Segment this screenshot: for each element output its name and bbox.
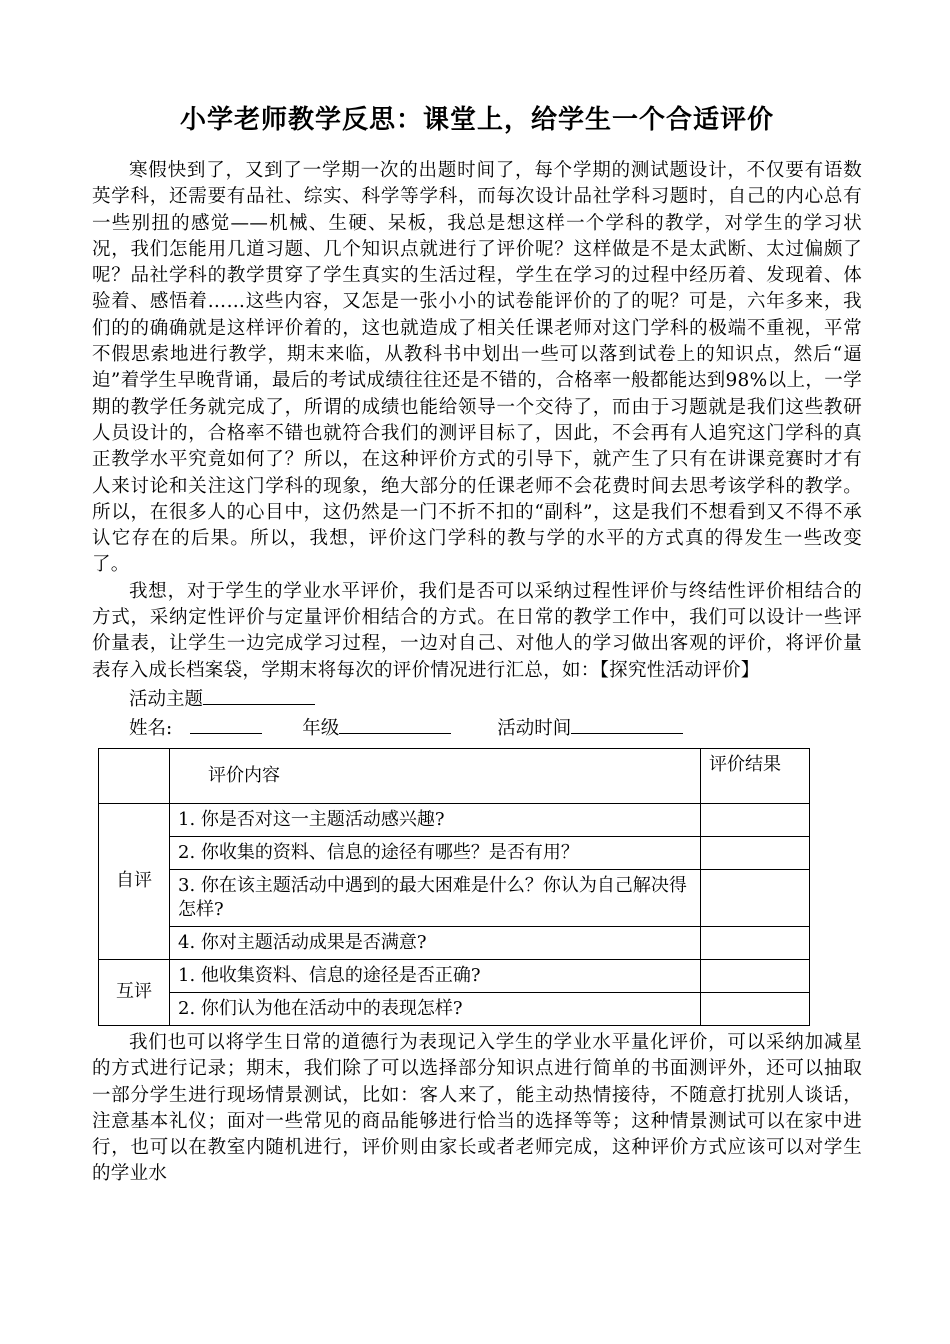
topic-label: 活动主题: [129, 688, 204, 710]
paragraph-3: 我们也可以将学生日常的道德行为表现记入学生的学业水平量化评价，可以采纳加减星的方式进行记录；期末，我们除了可以选择部分知识点进行简单的书面测评外，还可以抽取一部分学生进行现场情景测试，比如：客人来了，能主动热情接待，不随意打扰别人谈话，注意基本礼仪；面对一些常见的商品能够进行恰当的选择等等；这种情景测试可以在家中进行，也可以在教室内随机进行，评价则由家长或者老师完成，这种评价方式应该可以对学生的学业水: [92, 1031, 862, 1185]
document-page: [92, 100, 862, 1188]
result-cell: [701, 926, 810, 959]
header-result: 评价结果: [701, 748, 810, 803]
table-row: [99, 926, 810, 959]
topic-line: [92, 684, 862, 713]
self-item-3: 3. 你在该主题活动中遇到的最大困难是什么？你认为自己解决得怎样?: [170, 869, 701, 926]
time-label: 活动时间: [497, 717, 572, 739]
paragraph-2: 我想，对于学生的学业水平评价，我们是否可以采纳过程性评价与终结性评价相结合的方式，采纳定性评价与定量评价相结合的方式。在日常的教学工作中，我们可以设计一些评价量表，让学生一边完成学习过程，一边对自己、对他人的学习做出客观的评价，将评价量表存入成长档案袋，学期末将每次的评价情况进行汇总，如：【探究性活动评价】: [92, 580, 862, 681]
grade-blank: [339, 713, 451, 734]
time-blank: [571, 713, 683, 734]
evaluation-table: [98, 748, 810, 1026]
result-cell: [701, 959, 810, 992]
self-item-2: 2. 你收集的资料、信息的途径有哪些？是否有用？: [170, 836, 701, 869]
grade-label: 年级: [302, 717, 340, 739]
header-empty-cell: [99, 748, 170, 803]
self-item-4: 4. 你对主题活动成果是否满意?: [170, 926, 701, 959]
peer-item-2: 2. 你们认为他在活动中的表现怎样?: [170, 992, 701, 1025]
topic-blank: [203, 684, 315, 705]
name-blank: [190, 713, 262, 734]
peer-item-1: 1. 他收集资料、信息的途径是否正确?: [170, 959, 701, 992]
name-label: 姓名:: [129, 717, 173, 739]
self-eval-label: 自评: [99, 803, 170, 959]
self-item-1: 1. 你是否对这一主题活动感兴趣?: [170, 803, 701, 836]
table-row: [99, 959, 810, 992]
table-row: [99, 992, 810, 1025]
table-row: [99, 803, 810, 836]
result-cell: [701, 803, 810, 836]
header-content: 评价内容: [170, 748, 701, 803]
page-title: 小学老师教学反思：课堂上，给学生一个合适评价: [179, 105, 774, 135]
table-header-row: [99, 748, 810, 803]
table-row: [99, 869, 810, 926]
result-cell: [701, 992, 810, 1025]
table-row: [99, 836, 810, 869]
info-line: [92, 713, 862, 742]
result-cell: [701, 836, 810, 869]
peer-eval-label: 互评: [99, 959, 170, 1025]
paragraph-1: 寒假快到了，又到了一学期一次的出题时间了，每个学期的测试题设计，不仅要有语数英学科，还需要有品社、综实、科学等学科，而每次设计品社学科习题时，自己的内心总有一些别扭的感觉——机械、生硬、呆板，我总是想这样一个学科的教学，对学生的学习状况，我们怎能用几道习题、几个知识点就进行了评价呢？这样做是不是太武断、太过偏颇了呢？品社学科的教学贯穿了学生真实的生活过程，学生在学习的过程中经历着、发现着、体验着、感悟着……这些内容，又怎是一张小小的试卷能评价的了的呢？可是，六年多来，我们的的确确就是这样评价着的，这也就造成了相关任课老师对这门学科的极端不重视，平常不假思索地进行教学，期末来临，从教科书中划出一些可以落到试卷上的知识点，然后“逼迫”着学生早晚背诵，最后的考试成绩往往还是不错的，合格率一般都能达到98%以上，一学期的教学任务就完成了，所谓的成绩也能给领导一个交待了，而由于习题就是我们这些教研人员设计的，合格率不错也就符合我们的测评目标了，因此，不会再有人追究这门学科的真正教学水平究竟如何了？所以，在这种评价方式的引导下，就产生了只有在讲课竞赛时才有人来讨论和关注这门学科的现象，绝大部分的任课老师不会花费时间去思考该学科的教学。所以，在很多人的心目中，这仍然是一门不折不扣的“副科”，这是我们不想看到又不得不承认它存在的后果。所以，我想，评价这门学科的教与学的水平的方式真的得发生一些改变了。: [92, 160, 862, 576]
result-cell: [701, 869, 810, 926]
